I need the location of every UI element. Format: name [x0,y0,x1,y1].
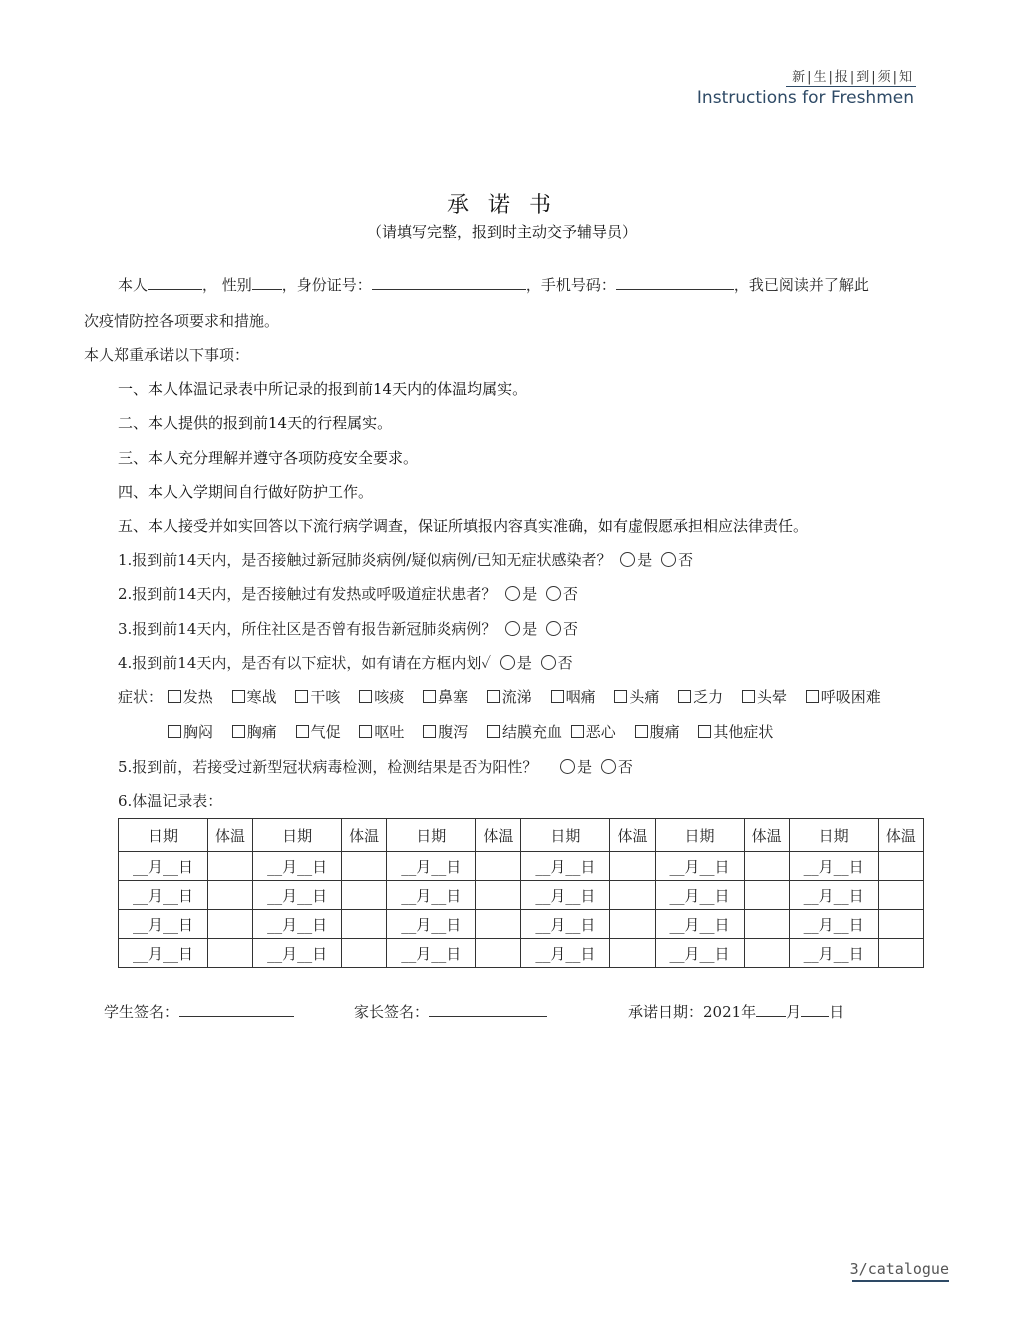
temperature-cell[interactable] [207,881,252,910]
question-4-text: 4.报到前14天内，是否有以下症状，如有请在方框内划✓ [118,654,492,672]
symptom-label: 头晕 [756,688,787,706]
promise-2: 二、本人提供的报到前14天的行程属实。 [118,414,393,432]
question-1-yes-radio[interactable] [620,552,635,567]
symptom-label: 流涕 [501,688,532,706]
checkbox[interactable] [168,690,181,703]
temperature-cell[interactable] [476,852,521,881]
table-header-temp: 体温 [342,819,387,852]
date-cell[interactable]: __月__日 [387,852,476,881]
promise-date-label: 承诺日期：2021年 [628,1003,757,1021]
name-label: 本人 [118,276,149,294]
question-5-yes-label: 是 [577,758,593,776]
symptom-item[interactable] [487,686,532,707]
header-english: Instructions for Freshmen [696,88,914,108]
question-3-yes-radio[interactable] [505,621,520,636]
gender-field[interactable] [252,275,282,290]
symptom-label: 恶心 [585,723,616,741]
temperature-cell[interactable] [207,852,252,881]
phone-label: ，手机号码： [525,276,616,294]
date-cell[interactable]: __月__日 [521,881,610,910]
question-2-yes-radio[interactable] [505,586,520,601]
symptom-label: 呕吐 [374,723,405,741]
temperature-cell[interactable] [342,910,387,939]
checkbox[interactable] [742,690,755,703]
symptom-item[interactable] [168,686,213,707]
date-cell[interactable]: __月__日 [253,939,342,968]
date-cell[interactable]: __月__日 [521,852,610,881]
symptom-label: 呼吸困难 [820,688,881,706]
date-cell[interactable]: __月__日 [119,881,208,910]
parent-signature-field[interactable] [429,1002,547,1017]
checkbox[interactable] [423,725,436,738]
table-row [119,910,924,939]
day-field[interactable] [801,1002,829,1017]
table-row [119,881,924,910]
question-5 [118,756,633,777]
symptoms-row-1 [118,686,881,707]
question-4-yes-radio[interactable] [500,655,515,670]
date-cell[interactable]: __月__日 [253,881,342,910]
table-row [119,939,924,968]
question-1-no-radio[interactable] [661,552,676,567]
checkbox[interactable] [232,690,245,703]
checkbox[interactable] [806,690,819,703]
date-cell[interactable]: __月__日 [655,939,744,968]
date-cell[interactable]: __月__日 [253,852,342,881]
table-header-temp: 体温 [744,819,789,852]
symptoms-row-2 [168,721,787,742]
temperature-cell[interactable] [744,852,789,881]
date-cell[interactable]: __月__日 [521,939,610,968]
question-4-no-label: 否 [557,654,573,672]
symptoms-label: 症状： [118,688,164,706]
temperature-cell[interactable] [476,881,521,910]
symptom-label: 头痛 [629,688,660,706]
temperature-cell[interactable] [744,881,789,910]
question-1 [118,549,693,570]
symptom-item[interactable] [359,686,404,707]
question-1-yes-label: 是 [637,551,653,569]
checkbox[interactable] [232,725,245,738]
header-chinese: 新|生|报|到|须|知 [792,70,914,85]
symptom-label: 乏力 [693,688,724,706]
temperature-cell[interactable] [342,939,387,968]
symptom-label: 咳痰 [374,688,405,706]
student-signature [104,1001,294,1022]
symptom-label: 干咳 [310,688,341,706]
symptom-item[interactable] [698,721,773,742]
table-header-date: 日期 [119,819,208,852]
date-cell[interactable]: __月__日 [521,910,610,939]
checkbox[interactable] [423,690,436,703]
question-4-no-radio[interactable] [541,655,556,670]
temperature-cell[interactable] [610,939,655,968]
question-3 [118,618,578,639]
student-signature-label: 学生签名： [104,1003,180,1021]
intro-tail: ，我已阅读并了解此 [733,276,869,294]
promise-5: 五、本人接受并如实回答以下流行病学调查，保证所填报内容真实准确，如有虚假愿承担相应法律责任。 [118,517,809,535]
promise-date [628,1001,844,1022]
table-header-temp: 体温 [207,819,252,852]
intro-line-1 [118,274,869,295]
checkbox[interactable] [635,725,648,738]
date-cell[interactable]: __月__日 [789,881,878,910]
symptom-item[interactable] [806,686,881,707]
month-label: 月 [786,1003,802,1021]
temperature-cell[interactable] [207,910,252,939]
symptom-item[interactable] [571,721,616,742]
table-header-date: 日期 [253,819,342,852]
question-1-no-label: 否 [678,551,694,569]
date-cell[interactable]: __月__日 [119,852,208,881]
checkbox[interactable] [487,725,500,738]
checkbox[interactable] [296,725,309,738]
intro-line-3: 本人郑重承诺以下事项： [84,346,250,364]
temperature-cell[interactable] [610,881,655,910]
checkbox[interactable] [487,690,500,703]
symptom-label: 胸闷 [183,723,214,741]
month-field[interactable] [756,1002,786,1017]
question-3-no-label: 否 [562,620,578,638]
page-number-underline [852,1280,949,1282]
symptom-label: 咽痛 [565,688,596,706]
page-subtitle: （请填写完整，报到时主动交予辅导员） [366,223,637,241]
symptom-label: 胸痛 [246,723,277,741]
id-number-field[interactable] [372,275,526,290]
checkbox[interactable] [698,725,711,738]
date-cell[interactable]: __月__日 [119,910,208,939]
symptom-item[interactable] [232,686,277,707]
temperature-cell[interactable] [744,910,789,939]
symptom-label: 鼻塞 [437,688,468,706]
day-label: 日 [829,1003,845,1021]
symptom-label: 腹泻 [438,723,469,741]
symptom-item[interactable] [423,686,468,707]
question-4 [118,652,573,673]
table-header-date: 日期 [655,819,744,852]
table-header-temp: 体温 [476,819,521,852]
checkbox[interactable] [295,690,308,703]
date-cell[interactable]: __月__日 [387,910,476,939]
symptom-item[interactable] [635,721,680,742]
table-header-row [119,819,924,852]
checkbox[interactable] [614,690,627,703]
header-divider [786,86,916,87]
temperature-cell[interactable] [744,939,789,968]
symptom-label: 发热 [182,688,213,706]
symptom-item[interactable] [359,721,404,742]
id-label: ，身份证号： [281,276,372,294]
date-cell[interactable]: __月__日 [655,910,744,939]
promise-1: 一、本人体温记录表中所记录的报到前14天内的体温均属实。 [118,380,528,398]
table-header-date: 日期 [789,819,878,852]
parent-signature-label: 家长签名： [354,1003,430,1021]
page-number: 3/catalogue [849,1260,949,1278]
question-5-no-label: 否 [617,758,633,776]
temperature-cell[interactable] [878,910,923,939]
checkbox[interactable] [551,690,564,703]
question-5-text: 5.报到前，若接受过新型冠状病毒检测，检测结果是否为阳性？ [118,758,538,776]
question-2-no-radio[interactable] [546,586,561,601]
student-signature-field[interactable] [179,1002,294,1017]
symptom-item[interactable] [614,686,659,707]
temperature-cell[interactable] [878,881,923,910]
date-cell[interactable]: __月__日 [789,852,878,881]
promise-3: 三、本人充分理解并遵守各项防疫安全要求。 [118,449,419,467]
temperature-cell[interactable] [476,939,521,968]
checkbox[interactable] [168,725,181,738]
question-1-text: 1.报到前14天内，是否接触过新冠肺炎病例/疑似病例/已知无症状感染者？ [118,551,612,569]
symptom-item[interactable] [168,721,213,742]
table-label: 6.体温记录表： [118,792,223,810]
intro-line-2: 次疫情防控各项要求和措施。 [84,312,280,330]
name-field[interactable] [148,275,202,290]
question-5-no-radio[interactable] [601,759,616,774]
temperature-cell[interactable] [878,939,923,968]
table-header-date: 日期 [387,819,476,852]
symptom-label: 寒战 [246,688,277,706]
date-cell[interactable]: __月__日 [789,939,878,968]
table-header-temp: 体温 [878,819,923,852]
temperature-cell[interactable] [342,852,387,881]
symptom-item[interactable] [296,721,341,742]
date-cell[interactable]: __月__日 [387,881,476,910]
symptom-item[interactable] [487,721,562,742]
table-header-date: 日期 [521,819,610,852]
question-2-yes-label: 是 [522,585,538,603]
temperature-cell[interactable] [476,910,521,939]
symptom-item[interactable] [678,686,723,707]
date-cell[interactable]: __月__日 [655,852,744,881]
symptom-item[interactable] [295,686,340,707]
date-cell[interactable]: __月__日 [655,881,744,910]
page-title: 承 诺 书 [447,193,557,218]
gender-label: ， 性别 [202,276,252,294]
table-row [119,852,924,881]
checkbox[interactable] [678,690,691,703]
date-cell[interactable]: __月__日 [253,910,342,939]
temperature-table [118,818,924,968]
symptom-item[interactable] [232,721,277,742]
symptom-label: 腹痛 [649,723,680,741]
question-3-yes-label: 是 [522,620,538,638]
question-4-yes-label: 是 [516,654,532,672]
question-5-yes-radio[interactable] [560,759,575,774]
question-2 [118,583,578,604]
temperature-cell[interactable] [610,910,655,939]
temperature-cell[interactable] [207,939,252,968]
symptom-label: 气促 [310,723,341,741]
temperature-cell[interactable] [878,852,923,881]
parent-signature [354,1001,547,1022]
promise-4: 四、本人入学期间自行做好防护工作。 [118,483,374,501]
symptom-item[interactable] [742,686,787,707]
question-3-text: 3.报到前14天内，所住社区是否曾有报告新冠肺炎病例？ [118,620,497,638]
phone-field[interactable] [616,275,734,290]
question-2-no-label: 否 [562,585,578,603]
symptom-label: 其他症状 [713,723,774,741]
checkbox[interactable] [571,725,584,738]
temperature-cell[interactable] [610,852,655,881]
symptom-label: 结膜充血 [501,723,562,741]
symptom-item[interactable] [423,721,468,742]
date-cell[interactable]: __月__日 [119,939,208,968]
question-2-text: 2.报到前14天内，是否接触过有发热或呼吸道症状患者？ [118,585,497,603]
question-3-no-radio[interactable] [546,621,561,636]
temperature-cell[interactable] [342,881,387,910]
checkbox[interactable] [359,725,372,738]
symptom-item[interactable] [551,686,596,707]
checkbox[interactable] [359,690,372,703]
date-cell[interactable]: __月__日 [789,910,878,939]
date-cell[interactable]: __月__日 [387,939,476,968]
table-header-temp: 体温 [610,819,655,852]
